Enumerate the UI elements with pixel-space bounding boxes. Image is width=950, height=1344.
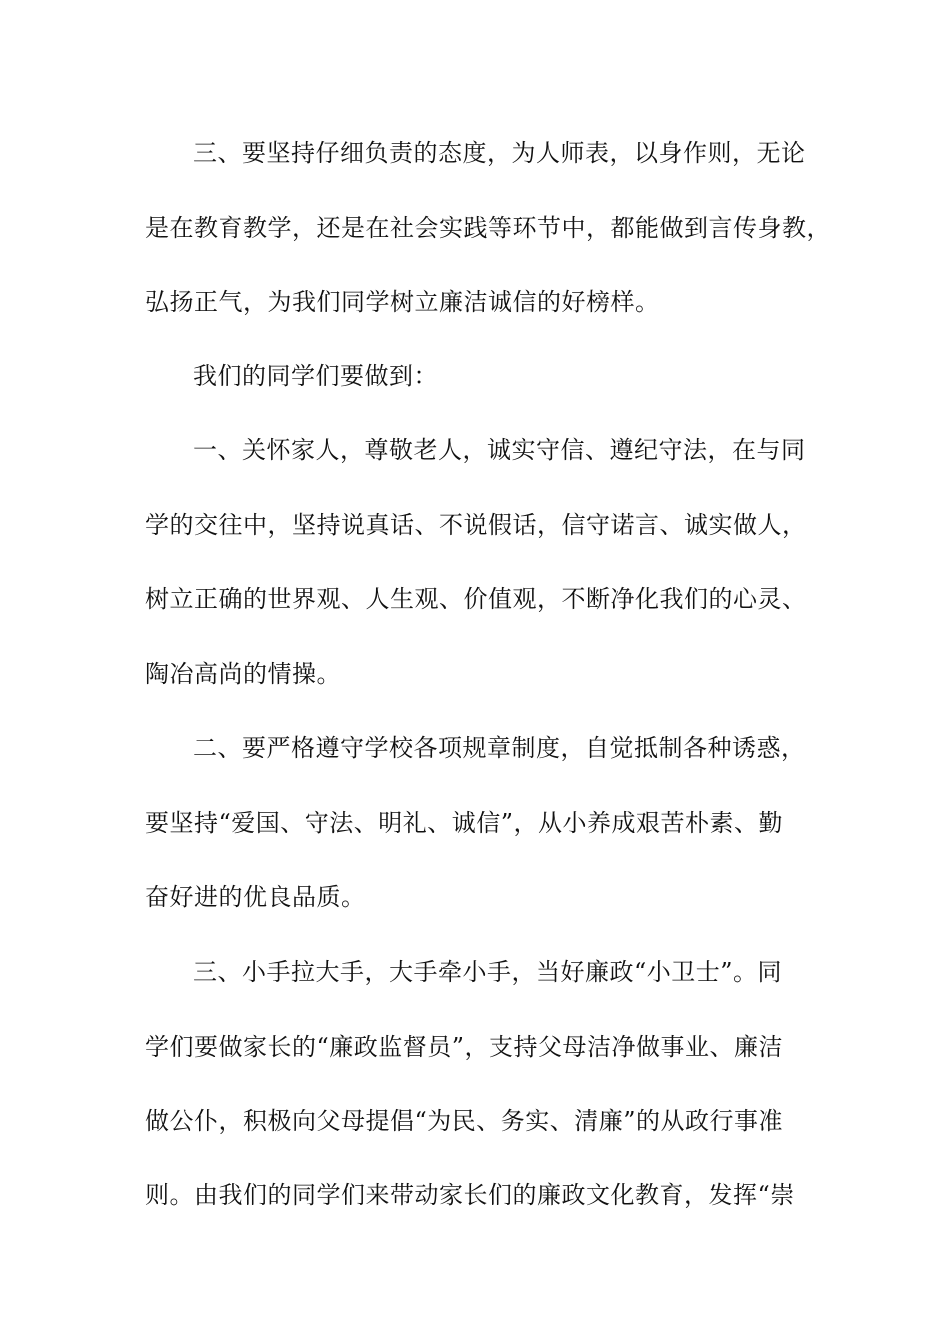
paragraph-line: 学的交往中，坚持说真话、不说假话，信守诺言、诚实做人， [145, 511, 807, 539]
paragraph-line: 弘扬正气，为我们同学树立廉洁诚信的好榜样。 [145, 288, 660, 316]
paragraph-line: 是在教育教学，还是在社会实践等环节中，都能做到言传身教， [145, 214, 831, 242]
paragraph-line: 树立正确的世界观、人生观、价值观，不断净化我们的心灵、 [145, 585, 807, 613]
paragraph-line: 三、小手拉大手，大手牵小手，当好廉政“小卫士”。同 [193, 958, 783, 986]
paragraph-line: 奋好进的优良品质。 [145, 883, 366, 911]
paragraph-line: 做公仆，积极向父母提倡“为民、务实、清廉”的从政行事准 [145, 1107, 784, 1135]
paragraph-line: 要坚持“爱国、守法、明礼、诚信”，从小养成艰苦朴素、勤 [145, 809, 784, 837]
paragraph-line: 则。由我们的同学们来带动家长们的廉政文化教育，发挥“崇 [145, 1181, 795, 1209]
paragraph-line: 三、要坚持仔细负责的态度，为人师表，以身作则，无论 [193, 139, 806, 167]
paragraph-line: 陶冶高尚的情操。 [145, 660, 341, 688]
paragraph-line: 学们要做家长的“廉政监督员”，支持父母洁净做事业、廉洁 [145, 1033, 784, 1061]
paragraph-line: 我们的同学们要做到： [193, 362, 438, 390]
paragraph-line: 二、要严格遵守学校各项规章制度，自觉抵制各种诱惑， [193, 734, 806, 762]
paragraph-line: 一、关怀家人，尊敬老人，诚实守信、遵纪守法，在与同 [193, 436, 806, 464]
